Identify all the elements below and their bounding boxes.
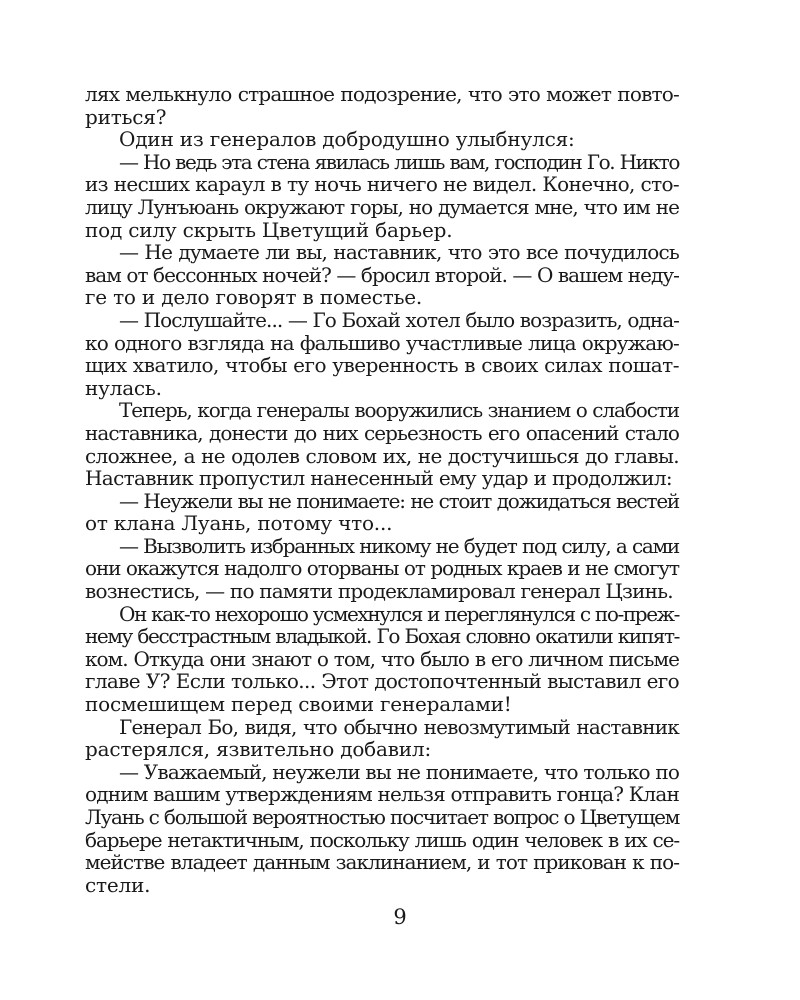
text-line: ге то и дело говорят в поместье. — [85, 285, 423, 310]
text-line: от клана Луань, потому что... — [85, 511, 393, 536]
text-line: Один из генералов добродушно улыбнулся: — [119, 127, 575, 152]
text-line: — Вызволить избранных никому не будет под силу, а сами — [119, 533, 679, 558]
paragraph — [85, 535, 679, 603]
paragraph — [85, 83, 679, 128]
text-line: — Послушайте... — Го Бохай хотел было возразить, одна- — [119, 307, 679, 332]
text-line: растерялся, язвительно добавил: — [85, 737, 431, 762]
text-line: риться? — [85, 104, 167, 129]
text-line: посмешищем перед своими генералами! — [85, 692, 512, 717]
text-line: стели. — [85, 872, 151, 897]
text-line: ком. Откуда они знают о том, что было в его личном письме — [85, 646, 679, 671]
text-line: — Не думаете ли вы, наставник, что это все почудилось — [119, 240, 679, 265]
text-line: лях мелькнуло страшное подозрение, что это может повто- — [85, 82, 679, 106]
text-line: мействе владеет данным заклинанием, и тот прикован к по- — [85, 850, 679, 875]
paragraph — [85, 128, 679, 151]
text-line: вам от бессонных ночей? — бросил второй. — О вашем неду- — [85, 262, 679, 287]
text-line: — Уважаемый, неужели вы не понимаете, что только по — [119, 759, 680, 784]
text-line: вознестись, — по памяти продекламировал генерал Цзинь. — [85, 579, 673, 604]
page-body — [85, 83, 679, 896]
text-line: — Неужели вы не понимаете: не стоит дожидаться вестей — [119, 488, 679, 513]
text-line: одним вашим утверждениям нельзя отправить гонца? Клан — [85, 782, 679, 807]
text-line: сложнее, а не одолев словом их, не достучишься до главы. — [85, 443, 679, 468]
text-line: Он как-то нехорошо усмехнулся и переглянулся с по-преж- — [119, 601, 679, 626]
paragraph — [85, 603, 679, 716]
page-number: 9 — [393, 905, 407, 929]
text-line: ко одного взгляда на фальшиво участливые лица окружаю- — [85, 330, 679, 355]
paragraph — [85, 241, 679, 309]
text-line: из несших караул в ту ночь ничего не видел. Конечно, сто- — [85, 172, 679, 197]
text-line: щих хватило, чтобы его уверенность в своих силах пошат- — [85, 353, 679, 378]
text-line: наставника, донести до них серьезность его опасений стало — [85, 420, 679, 445]
paragraph — [85, 490, 679, 535]
text-line: главе У? Если только... Этот достопочтенный выставил его — [85, 669, 679, 694]
paragraph — [85, 716, 679, 761]
text-line: Луань с большой вероятностью посчитает вопрос о Цветущем — [85, 805, 679, 829]
text-line: нему бесстрастным владыкой. Го Бохая словно окатили кипят- — [85, 624, 679, 649]
text-line: Наставник пропустил нанесенный ему удар и продолжил: — [85, 466, 672, 491]
text-line: — Но ведь эта стена явилась лишь вам, господин Го. Никто — [119, 149, 679, 174]
paragraph — [85, 761, 679, 897]
text-line: под силу скрыть Цветущий барьер. — [85, 217, 453, 242]
text-line: Генерал Бо, видя, что обычно невозмутимый наставник — [119, 714, 679, 739]
paragraph — [85, 399, 679, 489]
text-line: барьере нетактичным, поскольку лишь один человек в их се- — [85, 827, 679, 852]
paragraph — [85, 151, 679, 241]
text-line: Теперь, когда генералы вооружились знанием о слабости — [119, 398, 679, 423]
text-line: они окажутся надолго оторваны от родных краев и не смогут — [85, 556, 679, 581]
paragraph — [85, 309, 679, 399]
text-line: нулась. — [85, 375, 162, 400]
text-line: лицу Лунъюань окружают горы, но думается мне, что им не — [85, 194, 679, 219]
